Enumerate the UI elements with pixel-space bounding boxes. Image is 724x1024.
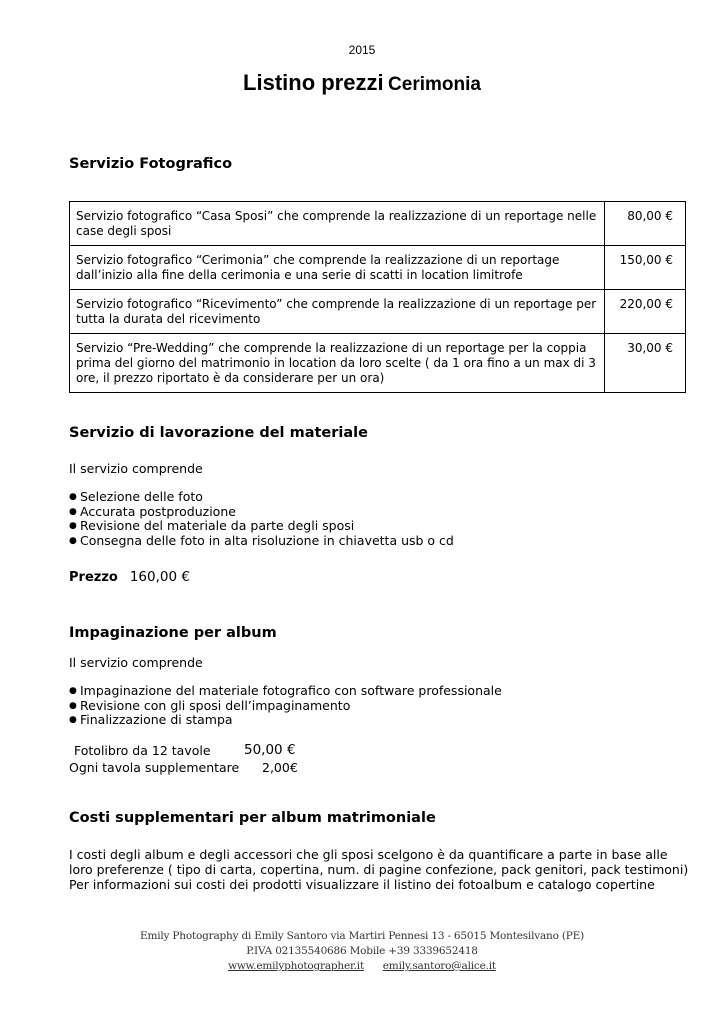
table-row xyxy=(70,202,686,246)
section-heading-lavorazione: Servizio di lavorazione del materiale xyxy=(69,425,368,441)
list-item-text: Consegna delle foto in alta risoluzione in chiavetta usb o cd xyxy=(80,532,454,548)
list-item xyxy=(69,490,454,505)
price-label: Prezzo xyxy=(69,570,118,585)
service-description: Servizio fotografico “Casa Sposi” che comprende la realizzazione di un reportage nelle case degli sposi xyxy=(70,202,605,246)
document-year: 2015 xyxy=(348,43,376,57)
section-heading-costi: Costi supplementari per album matrimoniale xyxy=(69,810,436,826)
list-item-text: Revisione del materiale da parte degli sposi xyxy=(80,518,355,533)
list-item-text: Revisione con gli sposi dell’impaginamento xyxy=(80,697,351,713)
tavola-price: 2,00€ xyxy=(262,760,298,775)
title-main: Listino prezzi xyxy=(243,70,384,95)
service-price: 220,00 € xyxy=(605,290,686,334)
list-item-text: Accurata postproduzione xyxy=(80,503,236,519)
fotolibro-price: 50,00 € xyxy=(244,742,296,758)
service-price: 150,00 € xyxy=(605,246,686,290)
footer-address: Emily Photography di Emily Santoro via Martiri Pennesi 13 - 65015 Montesilvano (PE) xyxy=(140,930,584,942)
costi-paragraph xyxy=(69,847,689,892)
footer xyxy=(0,929,724,974)
lavorazione-list xyxy=(69,490,454,548)
list-item xyxy=(69,534,454,549)
service-description: Servizio “Pre-Wedding” che comprende la realizzazione di un reportage per la coppia prima del giorno del matrimonio in location da loro scelte ( da 1 ora fino a un max di 3 ore, il prezzo riportato è da considerare per un ora) xyxy=(70,334,605,393)
bullet-icon: ● xyxy=(69,521,77,531)
price-value: 160,00 € xyxy=(129,569,190,585)
list-item-text: Selezione delle foto xyxy=(80,489,203,504)
album-intro: Il servizio comprende xyxy=(69,655,203,670)
fotolibro-row xyxy=(74,742,296,758)
list-item xyxy=(69,519,454,534)
service-price: 80,00 € xyxy=(605,202,686,246)
list-item xyxy=(69,713,502,728)
page-title xyxy=(0,70,724,96)
fotolibro-label: Fotolibro da 12 tavole xyxy=(74,743,211,758)
service-description: Servizio fotografico “Ricevimento” che comprende la realizzazione di un reportage per tutta la durata del ricevimento xyxy=(70,290,605,334)
list-item xyxy=(69,684,502,699)
service-description: Servizio fotografico “Cerimonia” che comprende la realizzazione di un reportage dall’inizio alla fine della cerimonia e una serie di scatti in location limitrofe xyxy=(70,246,605,290)
costi-text-2: Per informazioni sui costi dei prodotti visualizzare il listino dei fotoalbum e catalogo copertine xyxy=(69,877,655,892)
price-table xyxy=(69,201,686,393)
bullet-icon: ● xyxy=(69,535,77,546)
list-item-text: Finalizzazione di stampa xyxy=(80,712,233,727)
tavola-label: Ogni tavola supplementare xyxy=(69,760,240,775)
bullet-icon: ● xyxy=(69,492,77,502)
table-row xyxy=(70,334,686,393)
bullet-icon: ● xyxy=(69,506,77,517)
footer-links xyxy=(0,959,724,974)
service-price: 30,00 € xyxy=(605,334,686,393)
album-list xyxy=(69,684,502,728)
email-link[interactable]: emily.santoro@alice.it xyxy=(382,960,496,972)
list-item xyxy=(69,699,502,714)
bullet-icon: ● xyxy=(69,700,77,711)
lavorazione-price xyxy=(69,569,190,585)
title-sub: Cerimonia xyxy=(388,74,481,95)
table-row xyxy=(70,290,686,334)
tavola-row xyxy=(69,760,298,775)
footer-contacts: P.IVA 02135540686 Mobile +39 3339652418 xyxy=(246,945,478,957)
list-item xyxy=(69,505,454,520)
website-link[interactable]: www.emilyphotographer.it xyxy=(228,960,364,972)
section-heading-album: Impaginazione per album xyxy=(69,625,277,641)
bullet-icon: ● xyxy=(69,686,77,696)
list-item-text: Impaginazione del materiale fotografico con software professionale xyxy=(80,683,502,698)
section-heading-servizio-fotografico: Servizio Fotografico xyxy=(69,156,233,172)
costi-text-1: I costi degli album e degli accessori che gli sposi scelgono è da quantificare a parte in base alle loro preferenze ( tipo di carta, copertina, num. di pagine confezione, pack genitori, pack testimoni) xyxy=(69,847,689,877)
lavorazione-intro: Il servizio comprende xyxy=(69,461,203,476)
bullet-icon: ● xyxy=(69,715,77,725)
table-row xyxy=(70,246,686,290)
